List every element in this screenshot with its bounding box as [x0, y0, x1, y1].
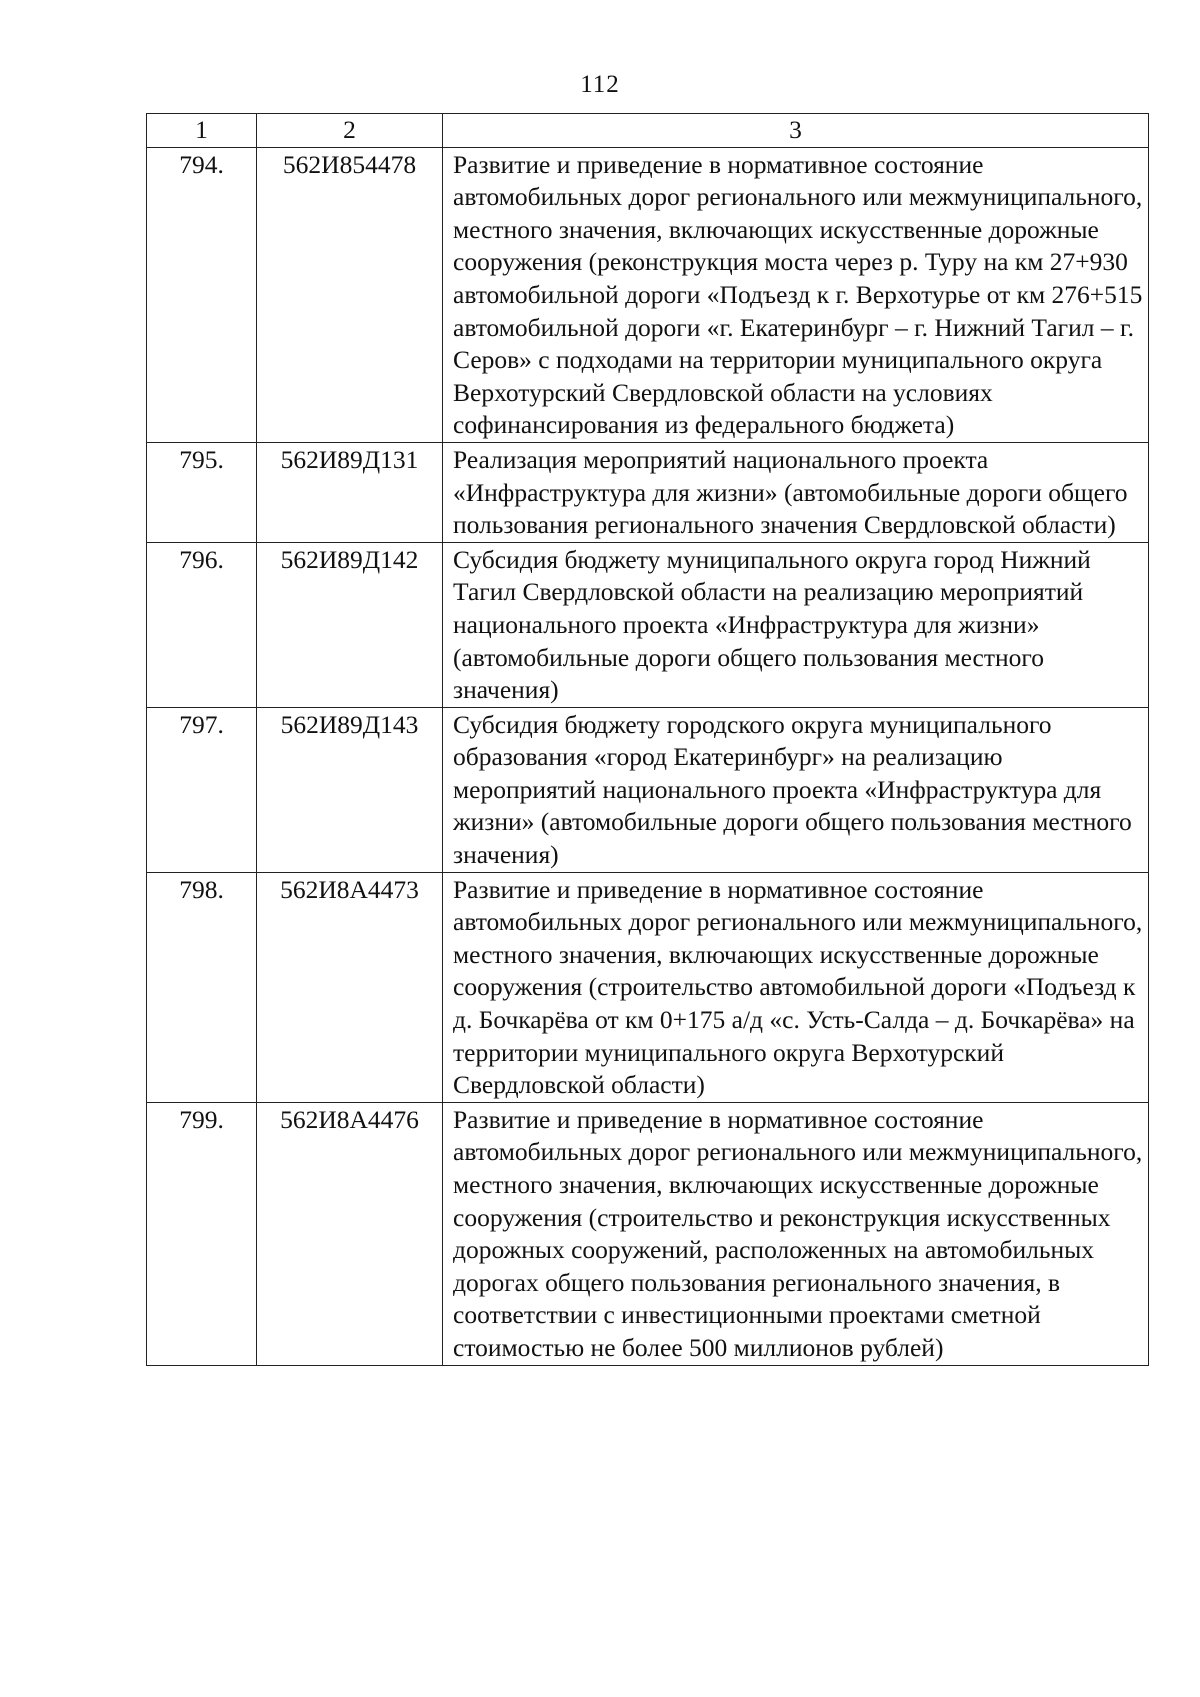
row-description: Развитие и приведение в нормативное состояние автомобильных дорог регионального или межмуниципального, местного значения, включающих искусственные дорожные сооружения (строительство автомобильной дороги «Подъезд к д. Бочкарёва от км 0+175 а/д «с. Усть-Салда – д. Бочкарёва» на территории муниципального округа Верхотурский Свердловской области): [443, 872, 1149, 1102]
row-number: 796.: [147, 542, 257, 707]
header-col-1: 1: [147, 114, 257, 148]
table-row: [147, 147, 1149, 442]
row-description: Реализация мероприятий национального проекта «Инфраструктура для жизни» (автомобильные дороги общего пользования регионального значения Свердловской области): [443, 442, 1149, 542]
row-description: Развитие и приведение в нормативное состояние автомобильных дорог регионального или межмуниципального, местного значения, включающих искусственные дорожные сооружения (реконструкция моста через р. Туру на км 27+930 автомобильной дороги «Подъезд к г. Верхотурье от км 276+515 автомобильной дороги «г. Екатеринбург – г. Нижний Тагил – г. Серов» с подходами на территории муниципального округа Верхотурский Свердловской области на условиях софинансирования из федерального бюджета): [443, 147, 1149, 442]
row-description: Субсидия бюджету городского округа муниципального образования «город Екатеринбург» на реализацию мероприятий национального проекта «Инфраструктура для жизни» (автомобильные дороги общего пользования местного значения): [443, 707, 1149, 872]
table-header-row: [147, 114, 1149, 148]
header-col-2: 2: [257, 114, 443, 148]
table-row: [147, 707, 1149, 872]
row-number: 797.: [147, 707, 257, 872]
budget-code-table: [146, 113, 1149, 1366]
row-code: 562И89Д142: [257, 542, 443, 707]
row-number: 798.: [147, 872, 257, 1102]
row-number: 795.: [147, 442, 257, 542]
page-number: 112: [580, 71, 620, 98]
row-description: Развитие и приведение в нормативное состояние автомобильных дорог регионального или межмуниципального, местного значения, включающих искусственные дорожные сооружения (строительство и реконструкция искусственных дорожных сооружений, расположенных на автомобильных дорогах общего пользования регионального значения, в соответствии с инвестиционными проектами сметной стоимостью не более 500 миллионов рублей): [443, 1102, 1149, 1365]
row-code: 562И89Д131: [257, 442, 443, 542]
header-col-3: 3: [443, 114, 1149, 148]
row-code: 562И8А4473: [257, 872, 443, 1102]
row-description: Субсидия бюджету муниципального округа город Нижний Тагил Свердловской области на реализацию мероприятий национального проекта «Инфраструктура для жизни» (автомобильные дороги общего пользования местного значения): [443, 542, 1149, 707]
row-number: 799.: [147, 1102, 257, 1365]
table-row: [147, 442, 1149, 542]
table-row: [147, 542, 1149, 707]
row-code: 562И8А4476: [257, 1102, 443, 1365]
row-code: 562И89Д143: [257, 707, 443, 872]
table-row: [147, 872, 1149, 1102]
row-code: 562И854478: [257, 147, 443, 442]
row-number: 794.: [147, 147, 257, 442]
table-row: [147, 1102, 1149, 1365]
